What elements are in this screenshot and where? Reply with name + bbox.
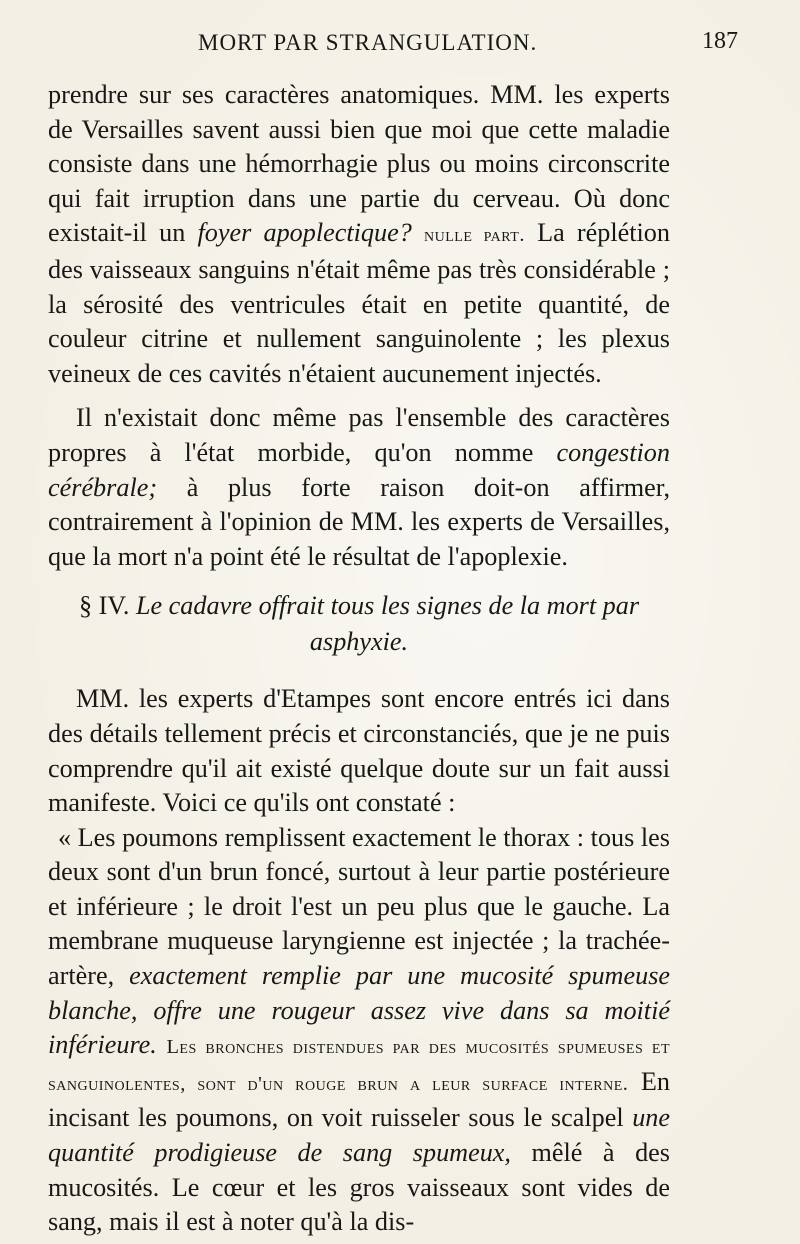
text-run: La réplétion des vaisseaux sanguins n'était même pas très considérable ; la sérosité des ventricules était en petite quantité, de couleur citrine et nullement sanguinolente ; les plexus veineux de ces cavités n'étaient aucunement injectés. <box>48 218 670 388</box>
small-caps-phrase: Les bronches distendues par des mucosités spumeuses et sanguinolentes, sont d'un rouge brun a leur surface interne. <box>48 1036 671 1095</box>
paragraph-2 <box>48 401 670 574</box>
paragraph-3: MM. les experts d'Etampes sont encore entrés ici dans des détails tellement précis et circonstanciés, que je ne puis comprendre qu'il ait existé quelque doute sur un fait aussi manifeste. Voici ce qu'ils ont constaté : <box>48 684 670 818</box>
text-run: à plus forte raison doit-on affirmer, contrairement à l'opinion de MM. les experts de Versailles, que la mort n'a point été le résultat de l'apoplexie. <box>48 472 670 571</box>
text-run: « Les poumons remplissent exactement le thorax : tous les deux sont d'un brun foncé, surtout à leur partie postérieure et inférieure ; le droit l'est un peu plus que le gauche. La membrane muqueuse laryngienne est injectée ; la trachée-artère, <box>48 822 670 991</box>
page-number: 187 <box>702 28 738 54</box>
section-number: § IV. <box>78 591 130 621</box>
page-header <box>48 22 738 62</box>
text-run: prendre sur ses caractères anatomiques. MM. les experts de Versailles savent aussi bien que moi que cette maladie consiste dans une hémorrhagie plus ou moins circonscrite qui fait irruption dans une partie du cerveau. Où donc existait-il un <box>48 80 670 248</box>
section-heading <box>48 588 670 660</box>
text-run <box>412 218 424 247</box>
paragraph-4-quote <box>48 821 670 1240</box>
small-caps-phrase: nulle part. <box>424 224 525 247</box>
italic-phrase: foyer apoplectique? <box>197 218 412 248</box>
text-run <box>157 1030 167 1059</box>
paragraph-1 <box>48 78 670 391</box>
text-run: mêlé à des mucosités. Le cœur et les gros vaisseaux sont vides de sang, mais il est à noter qu'à la dis- <box>48 1138 670 1237</box>
text-run: En incisant les poumons, on voit ruisseler sous le scalpel <box>48 1066 670 1133</box>
italic-phrase: congestion cérébrale; <box>48 437 670 502</box>
italic-phrase: exactement remplie par une mucosité spumeuse blanche, offre une rougeur assez vive dans sa moitié inférieure. <box>48 961 671 1060</box>
section-title: Le cadavre offrait tous les signes de la mort par asphyxie. <box>135 591 640 657</box>
running-head: MORT PAR STRANGULATION. <box>198 30 538 55</box>
body-text <box>48 78 670 1240</box>
italic-phrase: une quantité prodigieuse de sang spumeux, <box>48 1103 670 1168</box>
text-run: Il n'existait donc même pas l'ensemble des caractères propres à l'état morbide, qu'on nomme <box>48 403 670 467</box>
